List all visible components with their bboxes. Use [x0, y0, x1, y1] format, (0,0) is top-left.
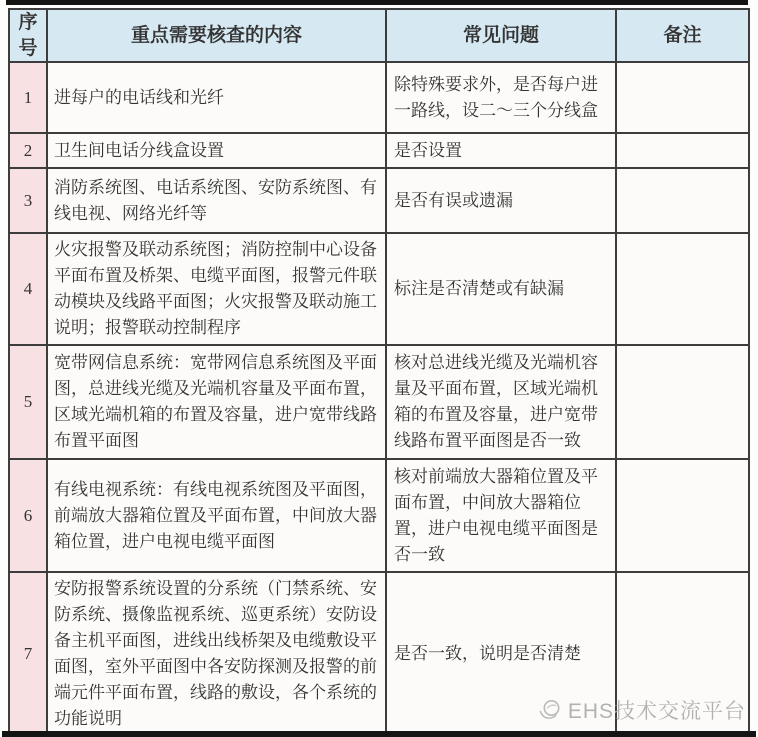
- content-cell: 火灾报警及联动系统图；消防控制中心设备平面布置及桥架、电缆平面图，报警元件联动模块及线路平面图；火灾报警及联动施工说明；报警联动控制程序: [47, 233, 386, 345]
- remark-cell: [616, 168, 749, 233]
- problem-cell: 标注是否清楚或有缺漏: [386, 233, 616, 345]
- table-row: [9, 168, 749, 233]
- row-number-cell: 7: [9, 572, 47, 736]
- remark-cell: [616, 572, 749, 736]
- col-header-no: 序号: [9, 9, 47, 62]
- row-number-cell: 4: [9, 233, 47, 345]
- col-header-problem: 常见问题: [386, 9, 616, 62]
- row-number-cell: 6: [9, 459, 47, 572]
- row-number-cell: 2: [9, 133, 47, 168]
- content-cell: 安防报警系统设置的分系统（门禁系统、安防系统、摄像监视系统、巡更系统）安防设备主机平面图，进线出线桥架及电缆敷设平面图，室外平面图中各安防探测及报警的前端元件平面布置，线路的敷设，各个系统的功能说明: [47, 572, 386, 736]
- inspection-table: [8, 8, 750, 737]
- col-header-remark: 备注: [616, 9, 749, 62]
- problem-cell: 是否一致，说明是否清楚: [386, 572, 616, 736]
- problem-cell: 核对总进线光缆及光端机容量及平面布置，区域光端机箱的布置及容量，进户宽带线路布置平面图是否一致: [386, 345, 616, 459]
- table-row: [9, 133, 749, 168]
- watermark-text: EHS技术交流平台: [567, 700, 746, 723]
- row-number-cell: 1: [9, 62, 47, 133]
- table-row: [9, 459, 749, 572]
- table-row: [9, 62, 749, 133]
- remark-cell: [616, 459, 749, 572]
- remark-cell: [616, 133, 749, 168]
- row-number-cell: 3: [9, 168, 47, 233]
- remark-cell: [616, 233, 749, 345]
- table-row: [9, 233, 749, 345]
- content-cell: 进每户的电话线和光纤: [47, 62, 386, 133]
- top-border-line: [6, 0, 748, 5]
- problem-cell: 除特殊要求外，是否每户进一路线，设二～三个分线盒: [386, 62, 616, 133]
- content-cell: 消防系统图、电话系统图、安防系统图、有线电视、网络光纤等: [47, 168, 386, 233]
- problem-cell: 是否设置: [386, 133, 616, 168]
- bottom-border-line: [2, 731, 756, 737]
- remark-cell: [616, 62, 749, 133]
- problem-cell: 核对前端放大器箱位置及平面布置，中间放大器箱位置，进户电视电缆平面图是否一致: [386, 459, 616, 572]
- content-cell: 卫生间电话分线盒设置: [47, 133, 386, 168]
- remark-cell: [616, 345, 749, 459]
- table-row: [9, 345, 749, 459]
- header-row: [9, 9, 749, 62]
- table-row: [9, 572, 749, 736]
- problem-cell: 是否有误或遗漏: [386, 168, 616, 233]
- content-cell: 宽带网信息系统：宽带网信息系统图及平面图，总进线光缆及光端机容量及平面布置，区域光端机箱的布置及容量，进户宽带线路布置平面图: [47, 345, 386, 459]
- col-header-content: 重点需要核查的内容: [47, 9, 386, 62]
- content-cell: 有线电视系统：有线电视系统图及平面图，前端放大器箱位置及平面布置，中间放大器箱位置，进户电视电缆平面图: [47, 459, 386, 572]
- row-number-cell: 5: [9, 345, 47, 459]
